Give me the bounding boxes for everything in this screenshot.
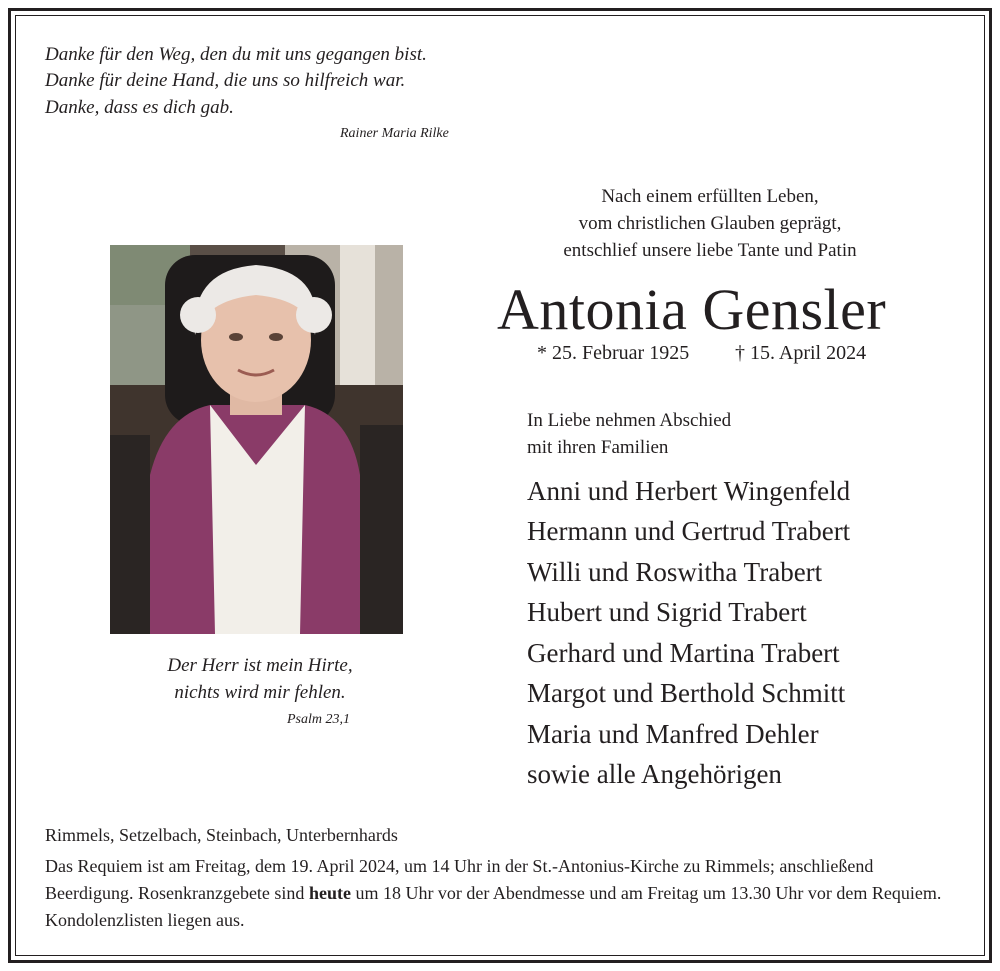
family-member: sowie alle Angehörigen [527,759,782,789]
deceased-name: Antonia Gensler [497,277,887,342]
psalm-line-2: nichts wird mir fehlen. [174,682,346,703]
quote-line-3: Danke, dass es dich gab. [45,97,234,118]
quote-line-2: Danke für deine Hand, die uns so hilfreich war. [45,70,406,91]
death-date: † 15. April 2024 [735,342,867,364]
requiem-bold-today: heute [308,883,351,903]
quote-author: Rainer Maria Rilke [340,126,449,141]
family-member: Hermann und Gertrud Trabert [527,516,851,546]
requiem-text-2: um 18 Uhr vor der Abendmesse und am Freitag um 13.30 Uhr vor dem Requiem. Kondolenzlisten liegen aus. [45,883,942,930]
portrait-photo [110,245,403,634]
places-line: Rimmels, Setzelbach, Steinbach, Unterbernhards [45,825,398,845]
psalm-reference: Psalm 23,1 [287,712,350,727]
farewell-line-1: In Liebe nehmen Abschied [527,410,732,431]
psalm-line-1: Der Herr ist mein Hirte, [167,655,353,676]
family-member: Anni und Herbert Wingenfeld [527,476,851,506]
quote-line-1: Danke für den Weg, den du mit uns gegangen bist. [45,44,427,65]
family-member: Maria und Manfred Dehler [527,719,819,749]
requiem-text-1: Das Requiem ist am Freitag, dem 19. April 2024, um 14 Uhr in der St.-Antonius-Kirche zu Rimmels; anschließend Beerdigung. Rosenkranzgebete sind [45,856,874,903]
intro-line-3: entschlief unsere liebe Tante und Patin [563,240,857,261]
family-member: Willi und Roswitha Trabert [527,557,823,587]
farewell-line-2: mit ihren Familien [527,437,669,458]
intro-line-2: vom christlichen Glauben geprägt, [578,213,842,234]
family-member: Margot und Berthold Schmitt [527,678,846,708]
requiem-notice [45,853,965,934]
family-member: Hubert und Sigrid Trabert [527,597,807,627]
intro-line-1: Nach einem erfüllten Leben, [601,186,819,207]
family-member: Gerhard und Martina Trabert [527,638,840,668]
birth-date: * 25. Februar 1925 [537,342,690,364]
